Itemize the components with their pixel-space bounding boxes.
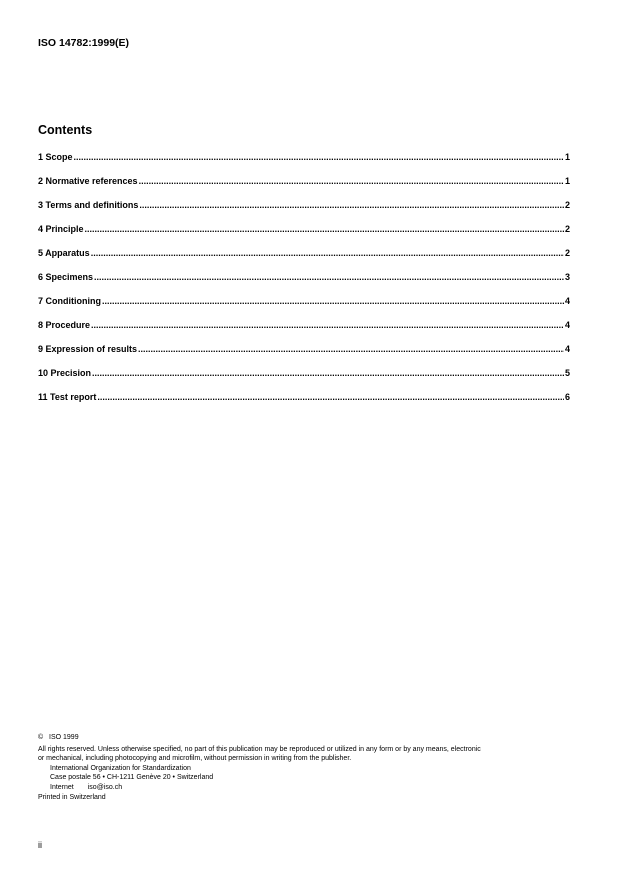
toc-dot-leader xyxy=(138,344,564,354)
toc-dot-leader xyxy=(85,224,564,234)
toc-dot-leader xyxy=(102,296,564,306)
internet-email-link[interactable]: iso@iso.ch xyxy=(87,783,123,791)
printed-in: Printed in Switzerland xyxy=(38,793,106,801)
toc-entry-title: 7 Conditioning xyxy=(38,296,101,306)
toc-dot-leader xyxy=(92,368,564,378)
contents-heading: Contents xyxy=(38,123,93,137)
toc-entry-conditioning[interactable] xyxy=(38,296,570,320)
toc-entry-title: 11 Test report xyxy=(38,392,97,402)
toc-entry-principle[interactable] xyxy=(38,224,570,248)
toc-entry-title: 10 Precision xyxy=(38,368,92,378)
copyright-block xyxy=(38,733,578,802)
copyright-symbol: © xyxy=(38,734,44,741)
toc-dot-leader xyxy=(91,248,564,258)
organization-name: International Organization for Standardization xyxy=(50,764,191,772)
toc-entry-page: 1 xyxy=(564,152,570,162)
toc-dot-leader xyxy=(139,200,564,210)
toc-entry-page: 2 xyxy=(564,224,570,234)
toc-dot-leader xyxy=(94,272,564,282)
toc-entry-page: 6 xyxy=(564,392,570,402)
page-number: ii xyxy=(38,840,42,850)
toc-entry-specimens[interactable] xyxy=(38,272,570,296)
toc-entry-page: 3 xyxy=(564,272,570,282)
rights-statement-line-2: or mechanical, including photocopying and microfilm, without permission in writing from the publisher. xyxy=(38,755,352,763)
toc-entry-title: 1 Scope xyxy=(38,152,73,162)
toc-entry-page: 4 xyxy=(564,296,570,306)
toc-entry-expression-of-results[interactable] xyxy=(38,344,570,368)
toc-entry-title: 2 Normative references xyxy=(38,176,138,186)
toc-entry-title: 4 Principle xyxy=(38,224,84,234)
toc-entry-test-report[interactable] xyxy=(38,392,570,416)
toc-dot-leader xyxy=(139,176,564,186)
organization-address: Case postale 56 • CH-1211 Genève 20 • Switzerland xyxy=(50,774,214,782)
toc-entry-title: 8 Procedure xyxy=(38,320,91,330)
toc-dot-leader xyxy=(91,320,564,330)
internet-label: Internet xyxy=(50,783,74,791)
toc-entry-precision[interactable] xyxy=(38,368,570,392)
copyright-year: ISO 1999 xyxy=(49,734,79,741)
toc-entry-scope[interactable] xyxy=(38,152,570,176)
toc-dot-leader xyxy=(74,152,564,162)
toc-entry-title: 6 Specimens xyxy=(38,272,94,282)
toc-entry-page: 4 xyxy=(564,344,570,354)
table-of-contents xyxy=(38,152,570,416)
toc-entry-page: 4 xyxy=(564,320,570,330)
toc-entry-procedure[interactable] xyxy=(38,320,570,344)
rights-statement-line-1: All rights reserved. Unless otherwise specified, no part of this publication may be reproduced or utilized in any form or by any means, electronic xyxy=(38,745,481,753)
toc-dot-leader xyxy=(97,392,564,402)
copyright-line xyxy=(38,733,578,743)
toc-entry-title: 5 Apparatus xyxy=(38,248,90,258)
document-identifier: ISO 14782:1999(E) xyxy=(38,37,130,49)
internet-line xyxy=(38,783,578,793)
toc-entry-apparatus[interactable] xyxy=(38,248,570,272)
toc-entry-page: 2 xyxy=(564,200,570,210)
toc-entry-title: 3 Terms and definitions xyxy=(38,200,139,210)
toc-entry-normative-references[interactable] xyxy=(38,176,570,200)
toc-entry-terms-and-definitions[interactable] xyxy=(38,200,570,224)
toc-entry-title: 9 Expression of results xyxy=(38,344,138,354)
toc-entry-page: 2 xyxy=(564,248,570,258)
toc-entry-page: 5 xyxy=(564,368,570,378)
toc-entry-page: 1 xyxy=(564,176,570,186)
